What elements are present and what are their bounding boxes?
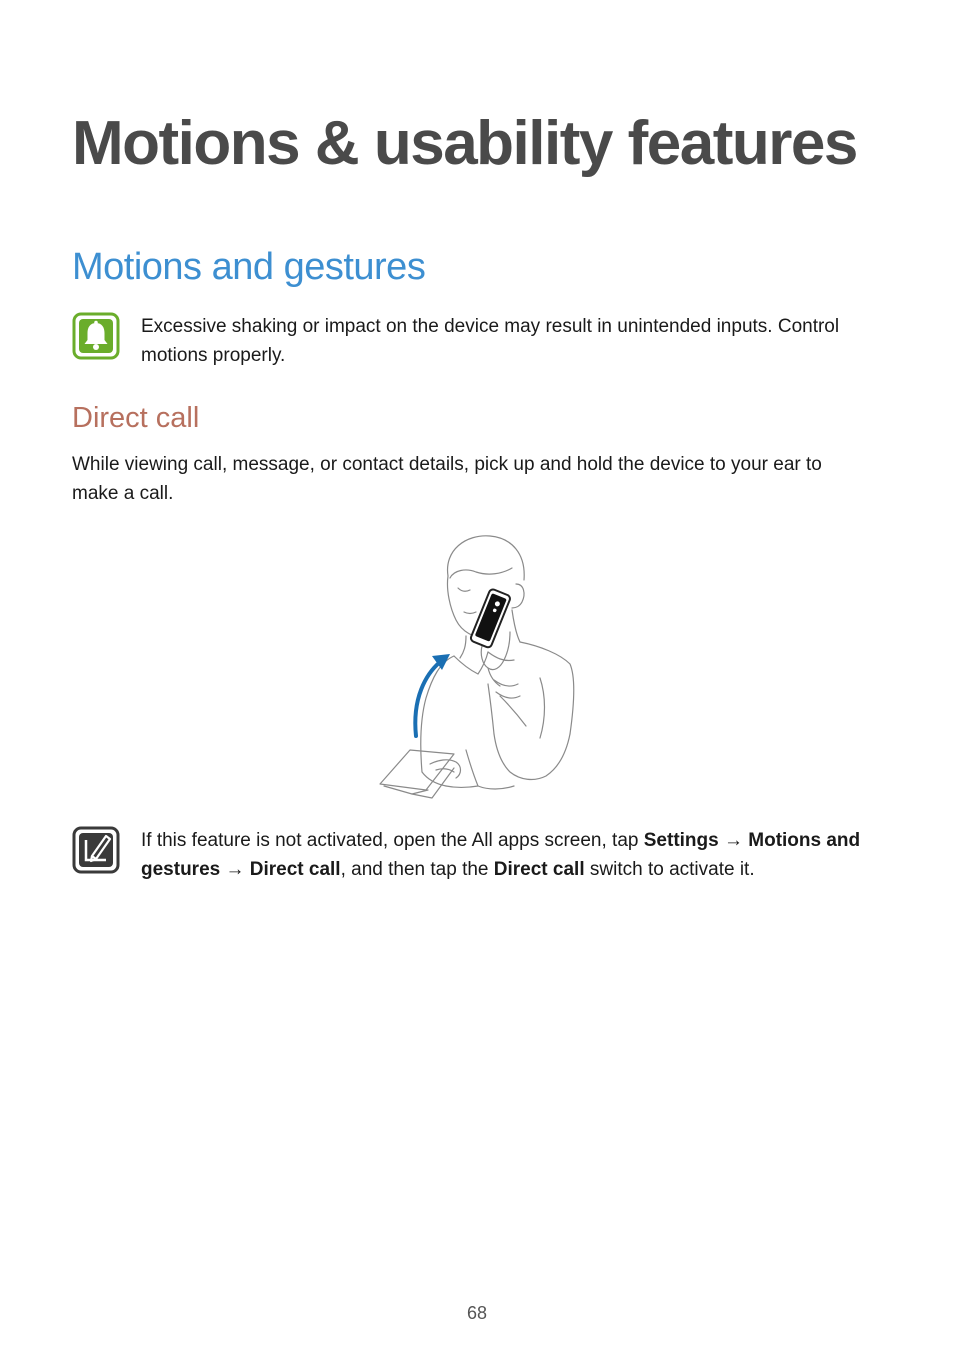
caution-text: Excessive shaking or impact on the device may result in unintended inputs. Control motions properly.	[141, 316, 840, 366]
chapter-title: Motions & usability features	[72, 109, 857, 178]
bell-icon	[72, 312, 120, 360]
settings-menu-label: Settings	[643, 830, 719, 851]
page-number: 68	[466, 1303, 488, 1323]
direct-call-menu-label: Direct call	[249, 859, 341, 880]
motions-and-gestures-menu-label: Motions and gestures	[141, 830, 861, 880]
subsection-title: Direct call	[72, 402, 200, 434]
note-text-part1: If this feature is not activated, open the All apps screen, tap	[141, 830, 644, 851]
note-text	[141, 826, 881, 884]
section-title: Motions and gestures	[72, 246, 426, 288]
direct-call-switch-label: Direct call	[493, 859, 585, 880]
pencil-note-icon	[72, 826, 120, 874]
note-text-part3: switch to activate it.	[584, 859, 755, 880]
arrow-separator: →	[220, 859, 250, 880]
subsection-body: While viewing call, message, or contact details, pick up and hold the device to your ear to make a call.	[72, 454, 822, 504]
arrow-separator: →	[718, 830, 749, 851]
person-holding-phone-to-ear-illustration	[370, 528, 590, 808]
note-text-part2: , and then tap the	[340, 859, 494, 880]
